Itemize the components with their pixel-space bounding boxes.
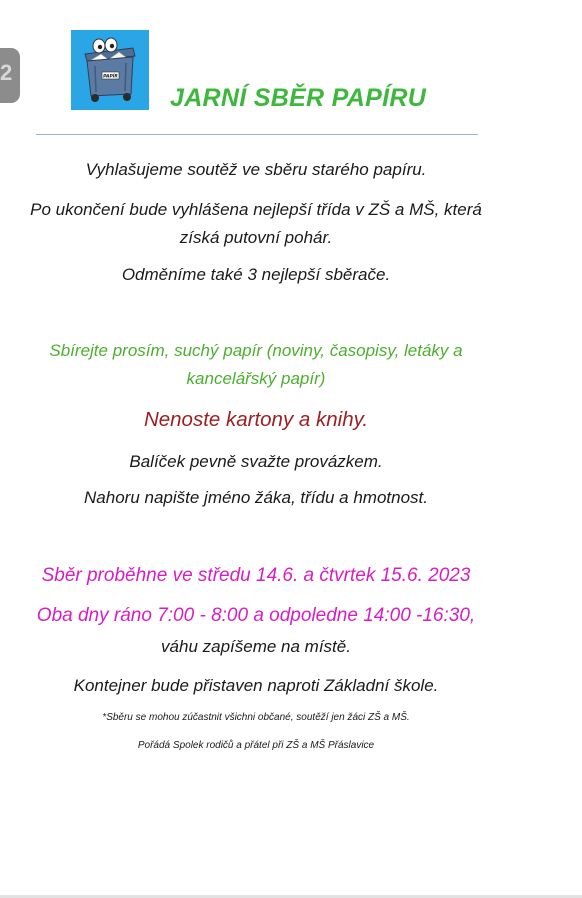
reward-text: Odměníme také 3 nejlepší sběrače. <box>121 265 391 284</box>
organizer-note: Pořádá Spolek rodičů a přátel při ZŠ a MŠ Přáslavice <box>137 740 375 751</box>
collection-times: Oba dny ráno 7:00 - 8:00 a odpoledne 14:00 -16:30, <box>36 605 476 626</box>
warning-text: Nenoste kartony a knihy. <box>143 408 369 431</box>
label-instructions: Nahoru napište jméno žáka, třídu a hmotnost. <box>84 488 428 507</box>
page-title: JARNÍ SBĚR PAPÍRU <box>170 84 427 112</box>
participation-note: *Sběru se mohou zúčastnit všichni občané, soutěží jen žáci ZŠ a MŠ. <box>102 712 410 723</box>
award-text-line2: získá putovní pohár. <box>179 228 333 247</box>
title-divider <box>36 134 478 135</box>
collect-instructions-line1: Sbírejte prosím, suchý papír (noviny, časopisy, letáky a <box>49 341 463 360</box>
container-location: Kontejner bude přistaven naproti Základní škole. <box>73 676 439 695</box>
collection-dates: Sběr proběhne ve středu 14.6. a čtvrtek 15.6. 2023 <box>41 565 471 586</box>
bundle-instructions: Balíček pevně svažte provázkem. <box>129 452 383 471</box>
award-text-line1: Po ukončení bude vyhlášena nejlepší třída v ZŠ a MŠ, která <box>30 200 482 219</box>
recycling-bin-paper-icon <box>71 30 149 110</box>
tab-handle-glyph: 2 <box>0 60 13 85</box>
collect-instructions-line2: kancelářský papír) <box>186 369 326 388</box>
weighing-note: váhu zapíšeme na místě. <box>161 637 351 656</box>
side-tab-handle[interactable] <box>0 48 20 103</box>
bin-label-text: PAPÍR <box>103 74 118 80</box>
announcement-text: Vyhlašujeme soutěž ve sběru starého papíru. <box>85 160 427 179</box>
